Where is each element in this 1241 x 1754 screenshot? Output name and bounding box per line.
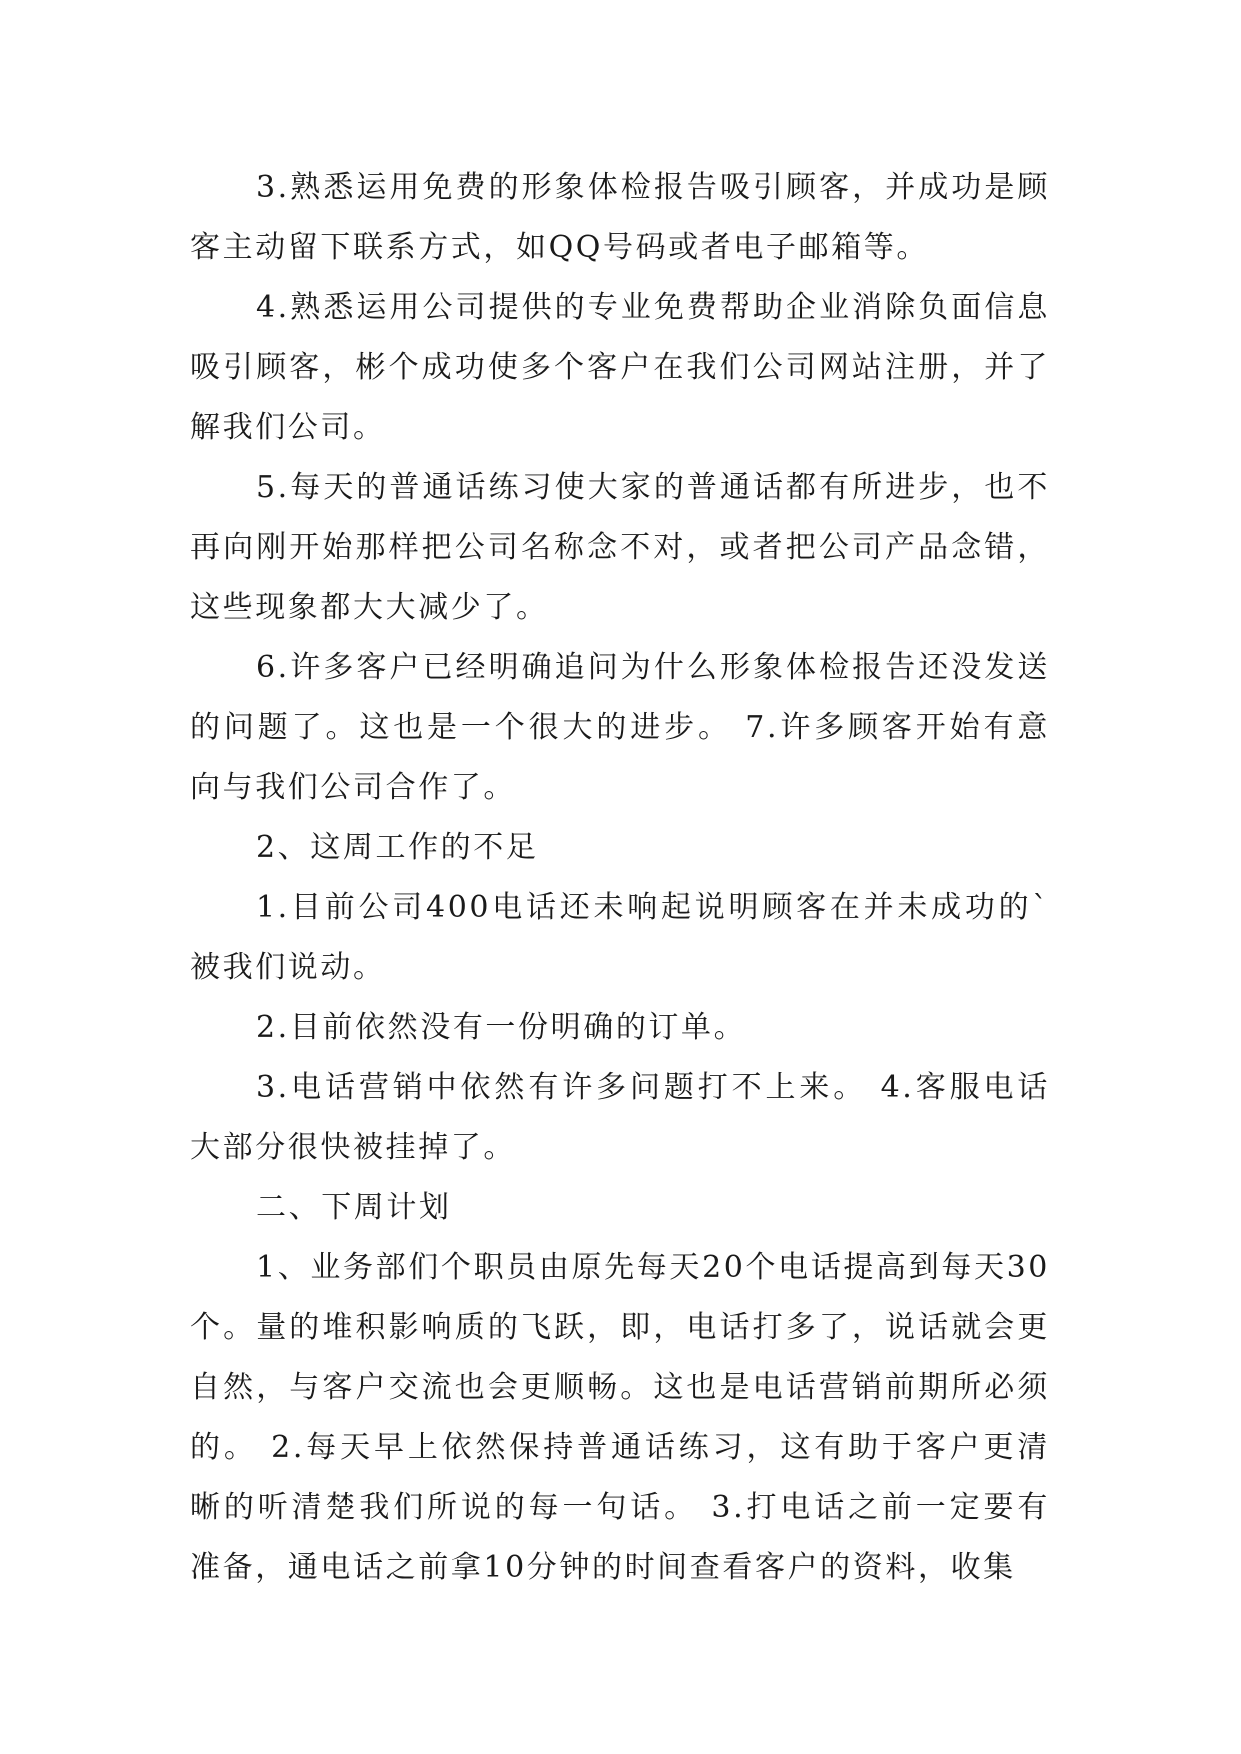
shortcoming-item-3-4: 3.电话营销中依然有许多问题打不上来。 4.客服电话大部分很快被挂掉了。 (190, 1070, 1050, 1165)
paragraph-item-5: 5.每天的普通话练习使大家的普通话都有所进步，也不再向刚开始那样把公司名称念不对，或者把公司产品念错，这些现象都大大减少了。 (190, 470, 1050, 625)
paragraph-item-6-7: 6.许多客户已经明确追问为什么形象体检报告还没发送的问题了。这也是一个很大的进步。 7.许多顾客开始有意向与我们公司合作了。 (190, 650, 1050, 805)
paragraph-item-4: 4.熟悉运用公司提供的专业免费帮助企业消除负面信息吸引顾客，彬个成功使多个客户在我们公司网站注册，并了解我们公司。 (190, 290, 1050, 445)
section-heading-shortcomings: 2、这周工作的不足 (256, 830, 539, 865)
shortcoming-item-2: 2.目前依然没有一份明确的订单。 (256, 1010, 747, 1045)
shortcoming-item-1: 1.目前公司400电话还未响起说明顾客在并未成功的`被我们说动。 (190, 890, 1050, 985)
plan-paragraph: 1、业务部们个职员由原先每天20个电话提高到每天30个。量的堆积影响质的飞跃，即，电话打多了，说话就会更自然，与客户交流也会更顺畅。这也是电话营销前期所必须的。 2.每天早上依然保持普通话练习，这有助于客户更清晰的听清楚我们所说的每一句话。 3.打电话之前一定要有准备，通电话之前拿10分钟的时间查看客户的资料，收集 (190, 1250, 1050, 1585)
section-heading-next-week-plan: 二、下周计划 (256, 1190, 452, 1225)
paragraph-item-3: 3.熟悉运用免费的形象体检报告吸引顾客，并成功是顾客主动留下联系方式，如QQ号码或者电子邮箱等。 (190, 170, 1050, 265)
document-body (190, 158, 1050, 1598)
